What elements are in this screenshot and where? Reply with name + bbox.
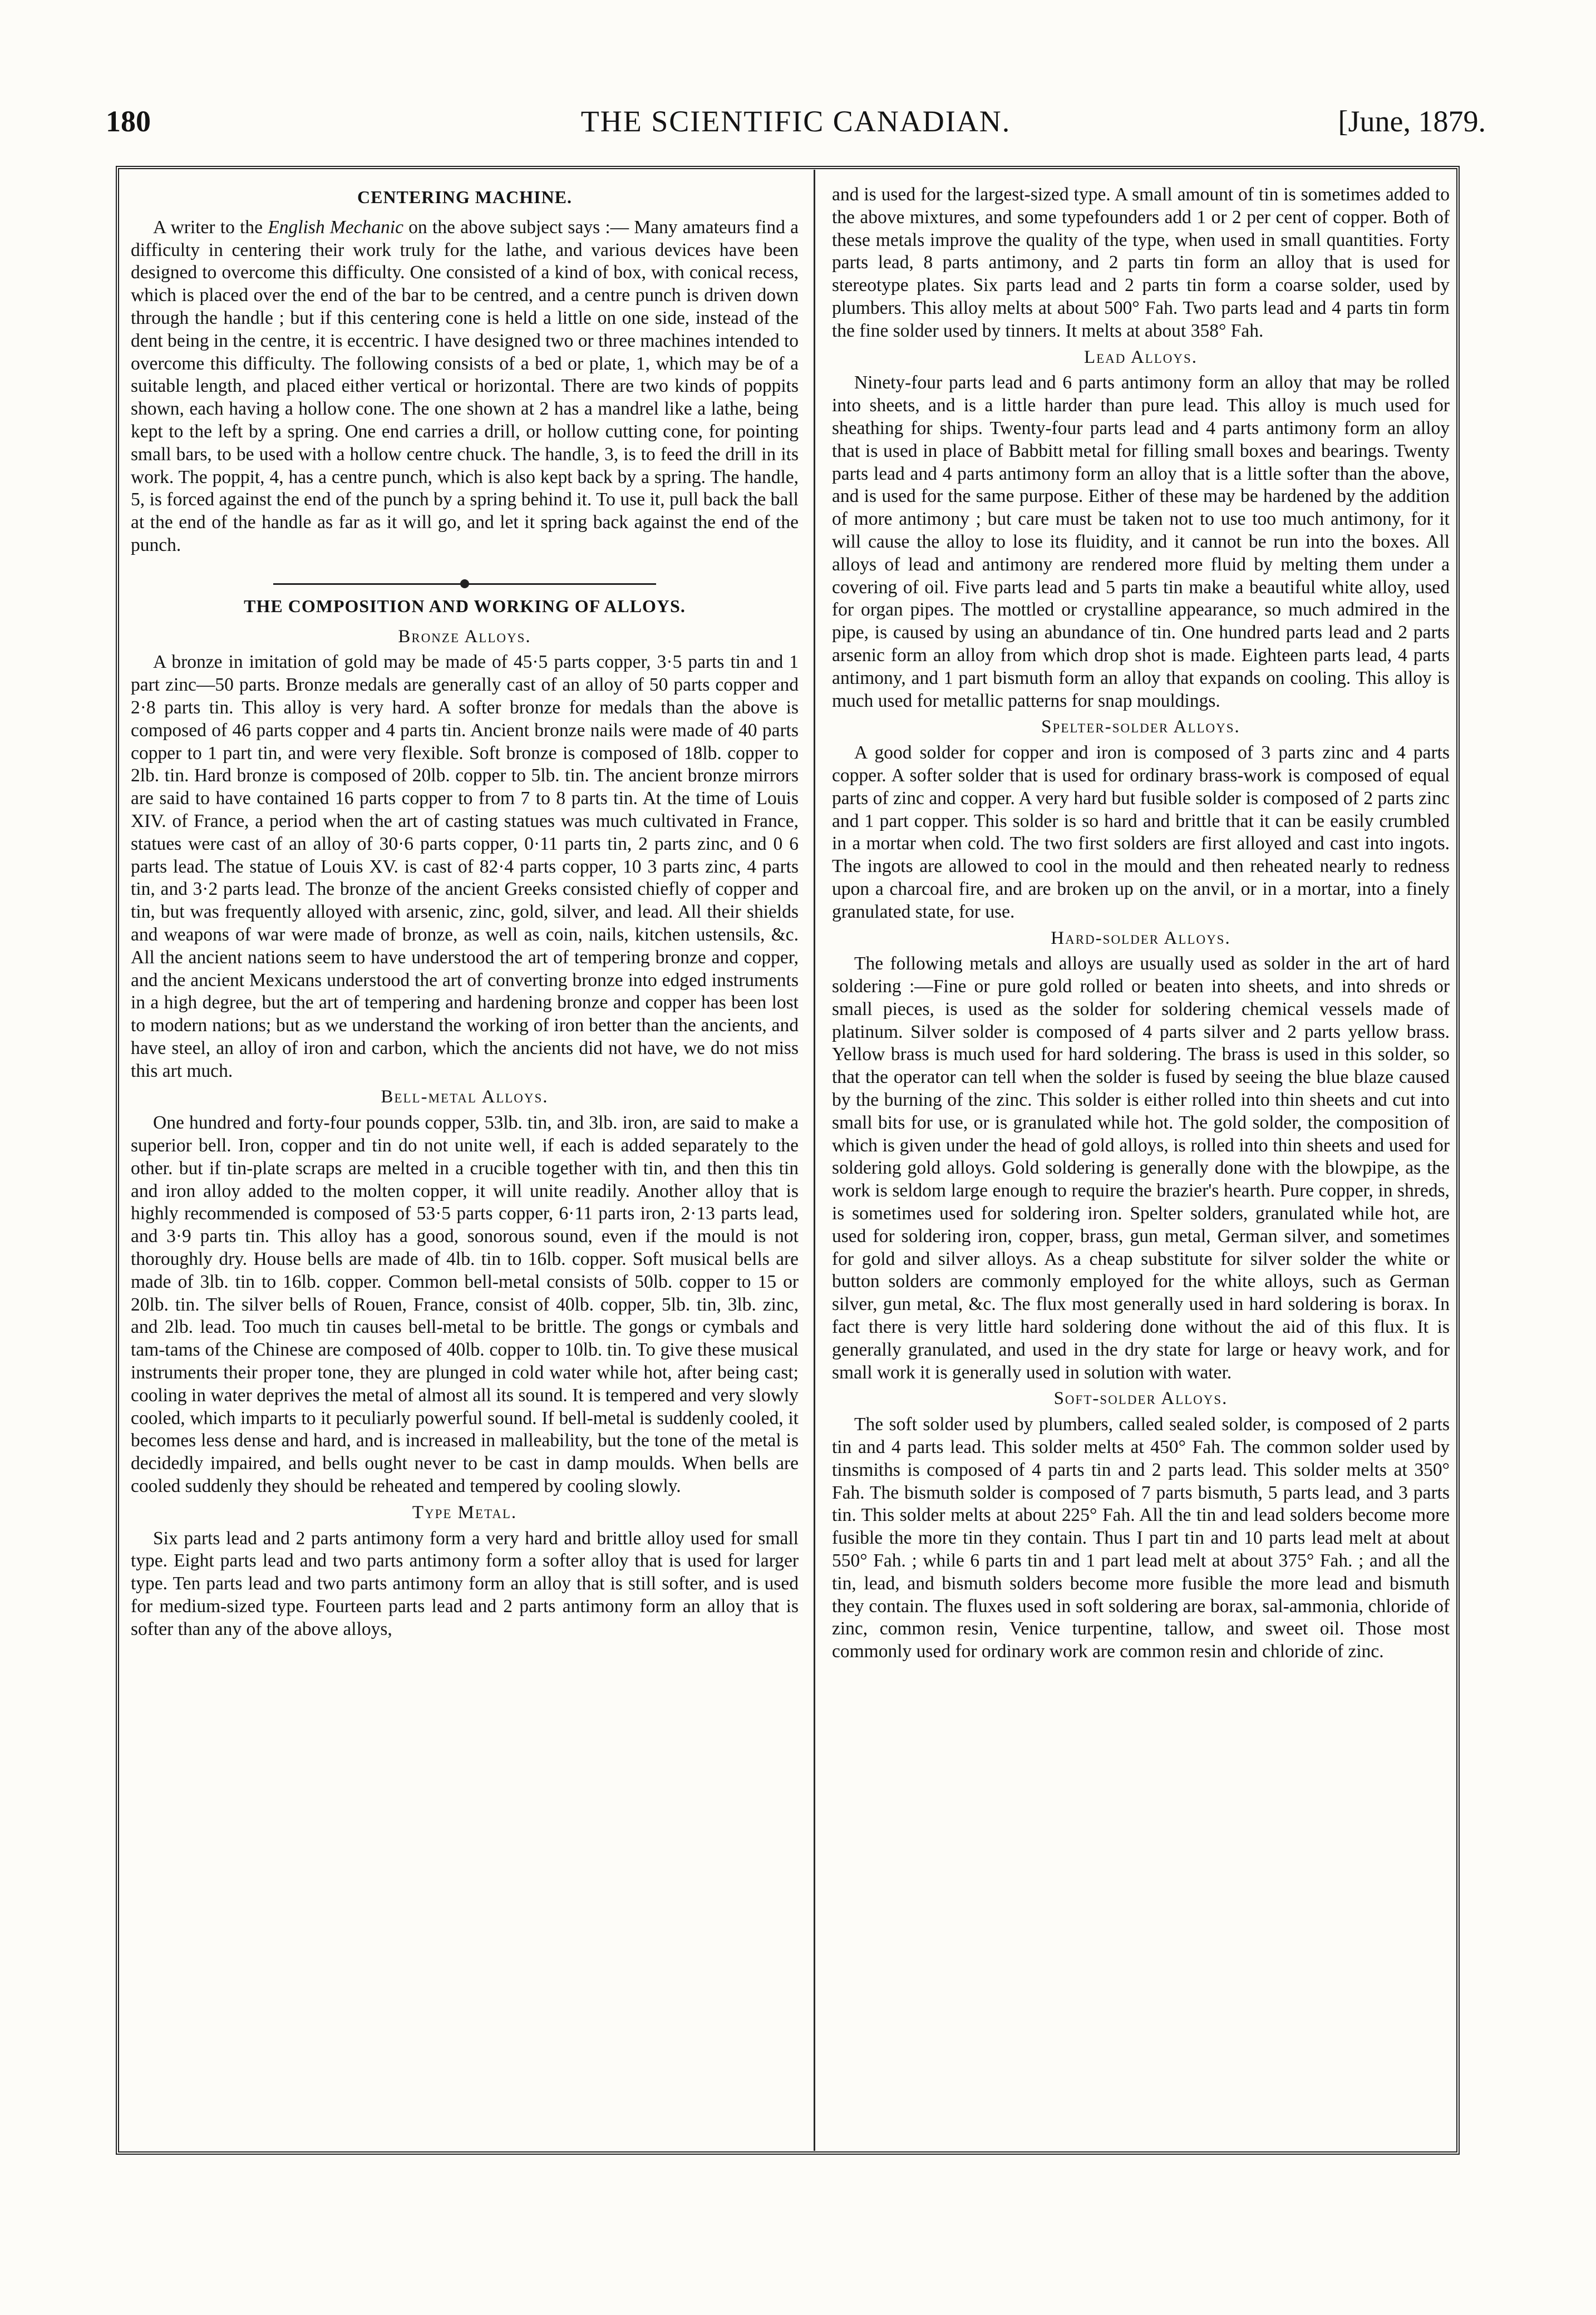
masthead: THE SCIENTIFIC CANADIAN. [580, 105, 1011, 138]
heading-hard-solder-alloys: Hard-solder Alloys. [1051, 928, 1231, 948]
spelter-solder-text: A good solder for copper and iron is composed of 3 parts zinc and 4 parts copper. A softer solder that is used for ordinary brass-work is composed of equal parts of zinc and copper. A very hard but fusible solder is composed of 2 parts zinc and 1 part copper. This solder is so hard and brittle that it can be easily crumbled in a mortar when cold. The two first solders are first alloyed and cast into ingots. The ingots are allowed to cool in the mould and then reheated nearly to redness upon a charcoal fire, and are broken up on the anvil, or in a mortar, into a finely granulated state, for use. [832, 742, 1450, 922]
heading-lead-alloys: Lead Alloys. [1083, 347, 1198, 367]
centering-source: English Mechanic [268, 216, 403, 238]
page-header [106, 99, 1486, 144]
bell-metal-text: One hundred and forty-four pounds copper, 53lb. tin, and 3lb. iron, are said to make a superior bell. Iron, copper and tin do not unite well, if each is added separately to the other. but if tin-plate scraps are melted in a crucible together with tin, and then this tin and iron alloy added to the molten copper, it will unite readily. Another alloy that is highly recommended is composed of 53·5 parts copper, 6·11 parts iron, 2·13 parts lead, and 3·9 parts tin. This alloy has a good, sonorous sound, even if the mould is not thoroughly dry. House bells are made of 4lb. tin to 16lb. copper. Soft musical bells are made of 3lb. tin to 16lb. copper. Common bell-metal consists of 50lb. copper to 15 or 20lb. tin. The silver bells of Rouen, France, consist of 40lb. copper, 5lb. tin, 3lb. zinc, and 2lb. lead. Too much tin causes bell-metal to be brittle. The gongs or cymbals and tam-tams of the Chinese are composed of 40lb. copper to 10lb. tin. To give these musical instruments their proper tone, they are plunged in cold water while hot, after being cast; cooling in water deprives the metal of almost all its sound. It is tempered and very slowly cooled, which imparts to it peculiarly powerful sound. If bell-metal is suddenly cooled, it becomes less dense and hard, and is increased in malleability, but the tone of the metal is decidedly impaired, and bells ought never to be cast in damp moulds. When bells are cooled suddenly they should be reheated and tempered by cooling slowly. [131, 1112, 799, 1497]
heading-soft-solder-alloys: Soft-solder Alloys. [1053, 1388, 1228, 1409]
centering-body: on the above subject says :— Many amateurs find a difficulty in centering their work truly for the lathe, and various devices have been designed to overcome this difficulty. One consisted of a kind of box, with conical recess, which is placed over the end of the bar to be centred, and a centre punch is driven down through the handle ; but if this centering cone is held a little on one side, instead of the dent being in the centre, it is eccentric. I have designed two or three machines intended to overcome this difficulty. The following consists of a bed or plate, 1, which may be of a suitable length, and placed either vertical or horizontal. There are two kinds of poppits shown, each having a hollow cone. The one shown at 2 has a mandrel like a lathe, being kept to the left by a spring. One end carries a drill, or hollow cutting cone, for pointing small bars, to be used with a hollow centre chuck. The handle, 3, is to feed the drill in its work. The poppit, 4, has a centre punch, which is also kept back by a spring. The handle, 5, is forced against the end of the punch by a spring behind it. To use it, pull back the ball at the end of the handle as far as it will go, and let it spring back against the end of the punch. [131, 216, 799, 555]
lead-alloys-text: Ninety-four parts lead and 6 parts antimony form an alloy that may be rolled into sheets, and is a little harder than pure lead. This alloy is much used for sheathing for ships. Twenty-four parts lead and 4 parts antimony form an alloy that is used in place of Babbitt metal for filling small boxes and bearings. Twenty parts lead and 4 parts antimony form an alloy that is a little softer than the above, and is used for the same purpose. Either of these may be hardened by the addition of more antimony ; but care must be taken not to use too much antimony, for it will cause the alloy to lose its fluidity, and it cannot be run into the boxes. All alloys of lead and antimony are rendered more fluid by melting them under a covering of oil. Five parts lead and 5 parts tin make a beautiful white alloy, used for organ pipes. The mottled or crystalline appearance, so much admired in the pipe, is caused by using an abundance of tin. One hundred parts lead and 2 parts arsenic form an alloy from which drop shot is made. Eighteen parts lead, 4 parts antimony, and 1 part bismuth form an alloy that expands on cooling. This alloy is much used for metallic patterns for snap mouldings. [832, 372, 1450, 711]
page-number: 180 [106, 105, 151, 138]
heading-bronze-alloys: Bronze Alloys. [398, 626, 531, 647]
hard-solder-text: The following metals and alloys are usually used as solder in the art of hard soldering :—Fine or pure gold rolled or beaten into sheets, and into shreds or small pieces, is used as the solder for soldering chemical vessels made of platinum. Silver solder is composed of 4 parts silver and 2 parts yellow brass. Yellow brass is much used for hard soldering. The brass is used in this solder, so that the operator can tell when the solder is fused by seeing the blue blaze caused by the burning of the zinc. This solder is either rolled into thin sheets and cut into small bits for use, or is granulated while hot. The gold solder, the composition of which is given under the head of gold alloys, is rolled into thin sheets and used for soldering gold alloys. Gold soldering is generally done with the blowpipe, as the work is seldom large enough to require the brazier's hearth. Pure copper, in shreds, is sometimes used for soldering iron. Spelter solders, granulated while hot, are used for soldering iron, copper, brass, gun metal, German silver, and sometimes for gold and silver alloys. As a cheap substitute for silver solder the white or button solders are commonly employed for the white alloys, such as German silver, gun metal, &c. The flux most generally used in hard soldering is borax. In fact there is very little hard soldering done without the aid of this flux. It is generally granulated, and used in the dry state for large or heavy work, and for small work it is generally used in solution with water. [832, 953, 1450, 1383]
article-title-alloys: THE COMPOSITION AND WORKING OF ALLOYS. [244, 595, 686, 616]
centering-machine-text [131, 216, 799, 557]
heading-type-metal: Type Metal. [412, 1502, 518, 1523]
section-ornament [131, 572, 799, 583]
column-divider [814, 170, 815, 2151]
ornament-rule-left [273, 583, 462, 585]
left-column [131, 184, 799, 2104]
type-metal-text: Six parts lead and 2 parts antimony form a very hard and brittle alloy used for small type. Eight parts lead and two parts antimony form a softer alloy that is used for larger type. Ten parts lead and two parts antimony form an alloy that is still softer, and is used for medium-sized type. Fourteen parts lead and 2 parts antimony form an alloy that is softer than any of the above alloys, [131, 1528, 799, 1639]
type-metal-continued-text: and is used for the largest-sized type. A small amount of tin is sometimes added to the above mixtures, and some typefounders add 1 or 2 per cent of copper. Both of these metals improve the quality of the type, when used in small quantities. Forty parts lead, 8 parts antimony, and 2 parts tin form an alloy that is used for stereotype plates. Six parts lead and 2 parts tin form a coarse solder, used by plumbers. This alloy melts at about 500° Fah. Two parts lead and 4 parts tin form the fine solder used by tinners. It melts at about 358° Fah. [832, 184, 1450, 341]
article-title-centering-machine: CENTERING MACHINE. [357, 187, 573, 207]
ornament-rule-right [467, 583, 656, 585]
right-column [832, 184, 1450, 2104]
issue-date: [June, 1879. [1338, 105, 1486, 138]
heading-bell-metal-alloys: Bell-metal Alloys. [381, 1087, 549, 1107]
soft-solder-text: The soft solder used by plumbers, called sealed solder, is composed of 2 parts tin and 4 parts lead. This solder melts at 450° Fah. The common solder used by tinsmiths is composed of 4 parts tin and 2 parts lead. This solder melts at 350° Fah. The bismuth solder is composed of 7 parts bismuth, 5 parts lead, and 3 parts tin. This solder melts at about 225° Fah. All the tin and lead solders become more fusible the more tin they contain. Thus I part tin and 10 parts lead melt at about 550° Fah. ; while 6 parts tin and 1 part lead melt at about 375° Fah. ; and all the tin, lead, and bismuth solders become more fusible the more lead and bismuth they contain. The fluxes used in soft soldering are borax, sal-ammonia, chloride of zinc, common resin, Venice turpentine, tallow, and sweet oil. Those most commonly used for ordinary work are common resin and chloride of zinc. [832, 1414, 1450, 1662]
centering-lead: A writer to the [153, 216, 268, 238]
heading-spelter-solder-alloys: Spelter-solder Alloys. [1041, 717, 1240, 737]
bronze-alloys-text: A bronze in imitation of gold may be made of 45·5 parts copper, 3·5 parts tin and 1 part zinc—50 parts. Bronze medals are generally cast of an alloy of 50 parts copper and 2·8 parts tin. This alloy is very hard. A softer bronze for medals than the above is composed of 46 parts copper and 4 parts tin. Ancient bronze nails were made of 40 parts copper to 1 part tin, and were very flexible. Soft bronze is composed of 18lb. copper to 2lb. tin. Hard bronze is composed of 20lb. copper to 5lb. tin. The ancient bronze mirrors are said to have contained 16 parts copper to from 7 to 8 parts tin. At the time of Louis XIV. of France, a period when the art of casting statues was much cultivated in France, statues were cast of an alloy of 30·6 parts copper, 0·11 parts tin, 2 parts zinc, and 0 6 parts lead. The statue of Louis XV. is cast of 82·4 parts copper, 10 3 parts zinc, 4 parts tin, and 3·2 parts lead. The bronze of the ancient Greeks consisted chiefly of copper and tin, but was frequently alloyed with arsenic, zinc, gold, silver, and lead. All their shields and weapons of war were made of bronze, as well as coin, nails, kitchen ustensils, &c. All the ancient nations seem to have understood the art of tempering bronze and copper, and the ancient Mexicans understood the art of converting bronze into edged instruments in a high degree, but the art of tempering and hardening bronze and copper has been lost to modern nations; but as we understand the working of iron better than the ancients, and have steel, an alloy of iron and carbon, which the ancients did not have, we do not miss this art much. [131, 652, 799, 1081]
